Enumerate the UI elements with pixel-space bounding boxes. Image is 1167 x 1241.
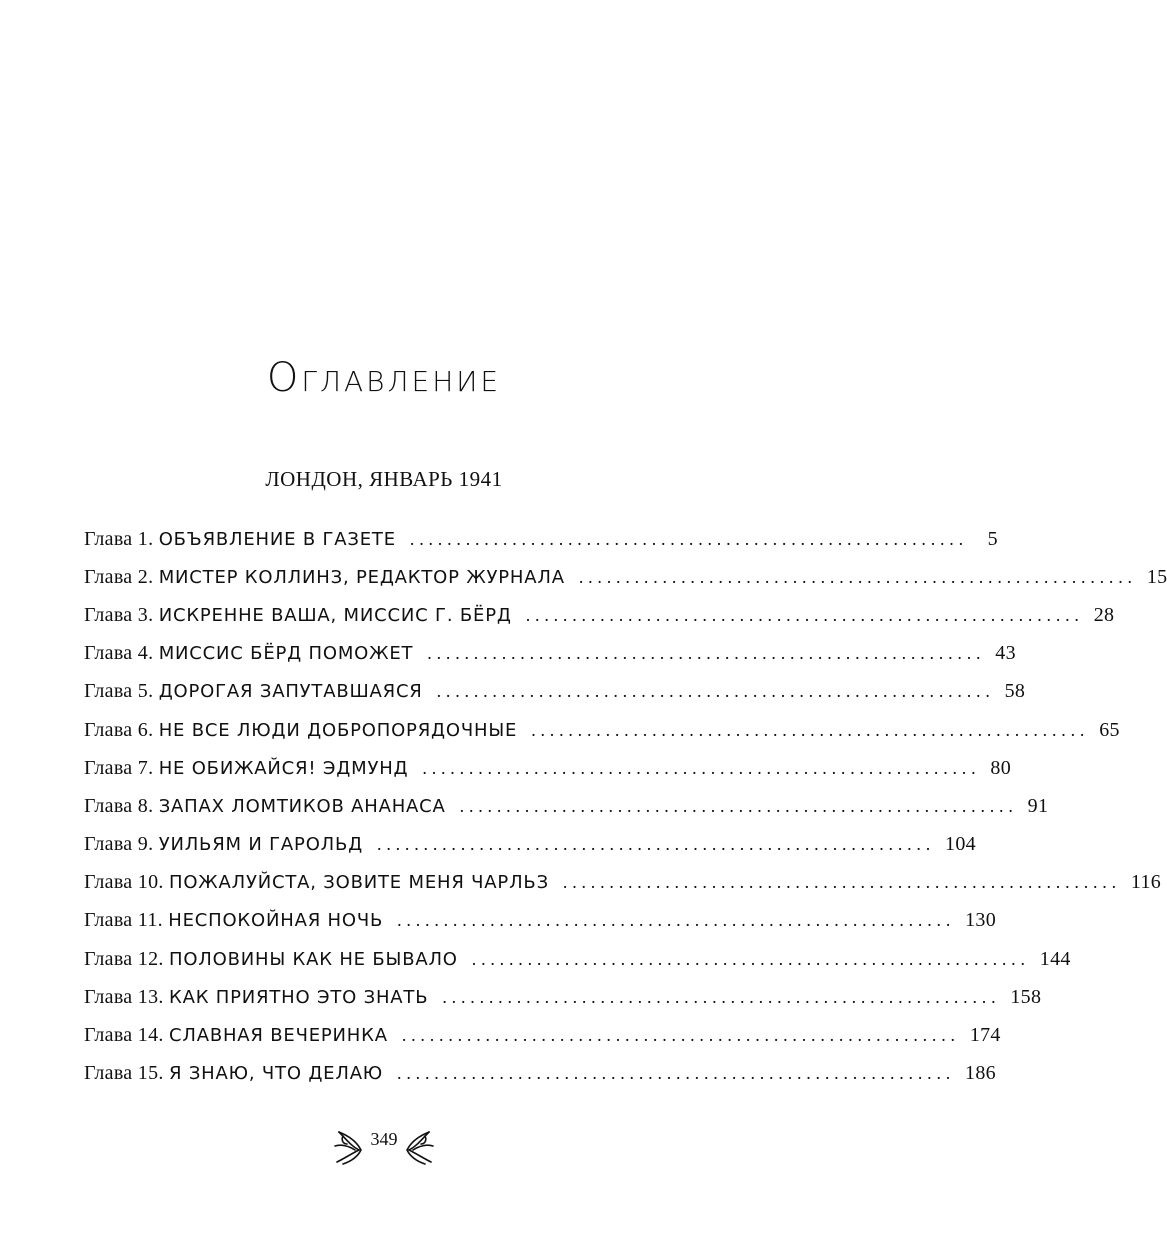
chapter-number: Глава 12. (84, 947, 164, 970)
chapter-title: НЕ ОБИЖАЙСЯ! ЭДМУНД (158, 757, 409, 779)
chapter-title: МИСТЕР КОЛЛИНЗ, РЕДАКТОР ЖУРНАЛА (158, 566, 565, 588)
chapter-page-number: 174 (969, 1024, 1001, 1047)
chapter-title: УИЛЬЯМ И ГАРОЛЬД (158, 834, 364, 856)
toc-entry (84, 864, 1162, 902)
dot-leader: ............................................................ (471, 948, 1030, 969)
chapter-title: ЗАПАХ ЛОМТИКОВ АНАНАСА (158, 795, 446, 817)
chapter-title: ДОРОГАЯ ЗАПУТАВШАЯСЯ (158, 681, 423, 703)
chapter-number: Глава 10. (84, 871, 164, 894)
dot-leader: ............................................................ (401, 1025, 960, 1046)
toc-entry-label (84, 604, 512, 627)
dot-leader: ............................................................ (442, 986, 1001, 1007)
chapter-number: Глава 6. (84, 718, 154, 741)
chapter-title: КАК ПРИЯТНО ЭТО ЗНАТЬ (169, 986, 429, 1008)
chapter-title: ПОЖАЛУЙСТА, ЗОВИТЕ МЕНЯ ЧАРЛЬЗ (169, 872, 549, 894)
dot-leader: ............................................................ (422, 757, 981, 778)
chapter-number: Глава 7. (84, 756, 154, 779)
toc-entry-label (84, 566, 565, 589)
toc-entry (84, 1055, 996, 1093)
chapter-page-number: 80 (990, 756, 1012, 779)
dot-leader: ............................................................ (427, 643, 986, 664)
dot-leader: ............................................................ (409, 528, 968, 549)
section-heading: ЛОНДОН, ЯНВАРЬ 1941 (265, 467, 503, 491)
dot-leader: ............................................................ (531, 719, 1090, 740)
chapter-page-number: 5 (987, 527, 998, 550)
chapter-title: МИССИС БЁРД ПОМОЖЕТ (158, 643, 414, 665)
toc-entry (84, 940, 1071, 978)
chapter-title: СЛАВНАЯ ВЕЧЕРИНКА (169, 1025, 388, 1047)
chapter-page-number: 104 (945, 833, 976, 856)
chapter-page-number: 116 (1130, 871, 1162, 894)
toc-entry-label (84, 833, 363, 856)
toc-entry (84, 558, 1167, 596)
dot-leader: ............................................................ (377, 834, 936, 855)
chapter-number: Глава 14. (84, 1024, 164, 1047)
chapter-page-number: 144 (1039, 947, 1071, 970)
chapter-page-number: 58 (1004, 680, 1026, 703)
dot-leader: ............................................................ (459, 795, 1018, 816)
toc-entry (84, 520, 998, 558)
chapter-number: Глава 15. (84, 1062, 164, 1085)
toc-entry-label (84, 642, 413, 665)
chapter-number: Глава 5. (84, 680, 154, 703)
toc-entry (84, 787, 1049, 825)
chapter-number: Глава 4. (84, 642, 154, 665)
toc-entry (84, 635, 1016, 673)
chapter-number: Глава 2. (84, 565, 154, 588)
dot-leader: ............................................................ (436, 681, 995, 702)
page-title: Оглавление (266, 355, 502, 401)
chapter-number: Глава 1. (84, 527, 154, 550)
chapter-number: Глава 13. (84, 985, 164, 1008)
chapter-number: Глава 9. (84, 833, 154, 856)
toc-entry (84, 826, 976, 864)
toc-entry (84, 749, 1012, 787)
toc-entry (84, 1016, 1001, 1054)
toc-entry (84, 711, 1120, 749)
chapter-page-number: 43 (995, 642, 1016, 665)
toc-entry-label (84, 871, 549, 894)
chapter-title: ОБЪЯВЛЕНИЕ В ГАЗЕТЕ (158, 528, 396, 550)
toc-entry-label (84, 680, 423, 703)
toc-entry-label (84, 986, 428, 1009)
chapter-page-number: 15 (1146, 565, 1167, 588)
chapter-number: Глава 3. (84, 603, 154, 626)
toc-entry-label (84, 795, 446, 818)
dot-leader: ............................................................ (562, 872, 1121, 893)
table-of-contents (84, 520, 1167, 1093)
chapter-page-number: 130 (965, 909, 997, 932)
page-number: 349 (370, 1129, 398, 1149)
chapter-title: НЕСПОКОЙНАЯ НОЧЬ (168, 910, 384, 932)
chapter-title: Я ЗНАЮ, ЧТО ДЕЛАЮ (169, 1063, 384, 1085)
chapter-number: Глава 11. (84, 909, 163, 932)
toc-entry (84, 596, 1115, 634)
toc-entry (84, 978, 1042, 1016)
dot-leader: ............................................................ (525, 604, 1084, 625)
toc-entry-label (84, 1062, 383, 1085)
dot-leader: ............................................................ (397, 1063, 956, 1084)
dot-leader: ............................................................ (578, 566, 1137, 587)
toc-entry-label (84, 528, 396, 551)
dot-leader: ............................................................ (397, 910, 956, 931)
toc-entry-label (84, 719, 517, 742)
chapter-page-number: 186 (965, 1062, 996, 1085)
toc-entry (84, 902, 997, 940)
toc-entry-label (84, 757, 408, 780)
toc-entry (84, 673, 1026, 711)
toc-entry-label (84, 948, 458, 971)
chapter-title: НЕ ВСЕ ЛЮДИ ДОБРОПОРЯДОЧНЫЕ (158, 719, 518, 741)
chapter-title: ИСКРЕННЕ ВАША, МИССИС Г. БЁРД (158, 604, 512, 626)
chapter-number: Глава 8. (84, 794, 154, 817)
chapter-page-number: 158 (1010, 985, 1042, 1008)
chapter-page-number: 65 (1099, 718, 1120, 741)
toc-entry-label (84, 909, 383, 932)
chapter-page-number: 91 (1027, 794, 1049, 817)
toc-entry-label (84, 1024, 388, 1047)
chapter-page-number: 28 (1093, 603, 1115, 626)
chapter-title: ПОЛОВИНЫ КАК НЕ БЫВАЛО (169, 948, 458, 970)
